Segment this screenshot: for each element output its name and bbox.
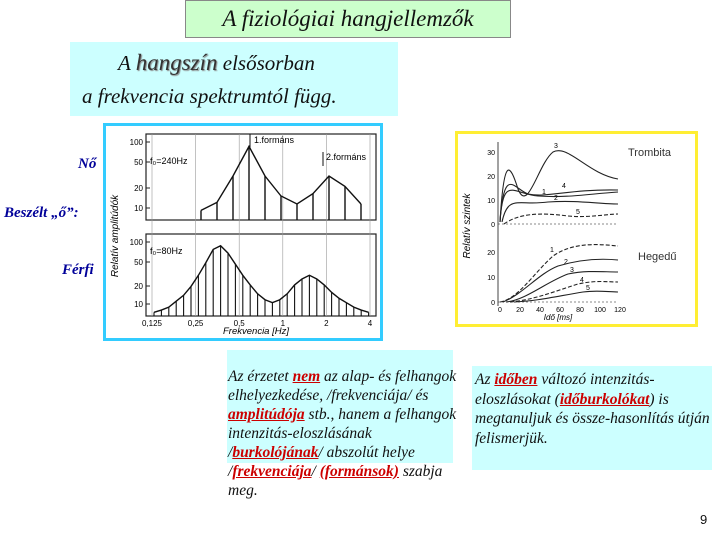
page-number: 9 [700,512,708,527]
para-right-t1: Az [475,371,495,388]
speech-ytick-bottom: 100 [129,238,143,247]
para-left-t5: / [311,463,320,480]
subtitle-line-2: a frekvencia spektrumtól függ. [82,84,337,108]
para-right-idoburkolokat: időburkolókat [559,390,650,408]
speech-ytick-top: 50 [134,158,143,167]
label-no: Nő [78,156,97,172]
time-xtick: 100 [594,307,606,314]
f0-top: f₀=240Hz [150,156,188,166]
time-envelope-figure [455,131,698,327]
para-left-formansok: (formánsok) [319,463,399,480]
para-left-t6: szabja meg. [228,463,443,499]
trumpet-num-2: 2 [554,195,558,202]
time-ytick-bottom: 0 [491,300,495,307]
para-left-frekvenciaja: frekvenciája [232,463,312,480]
annot-2formans: 2.formáns [326,152,367,162]
speech-ytick-bottom: 10 [134,300,143,309]
para-left-t4: / abszolút helye / [228,444,415,480]
speech-xtick: 2 [324,319,329,328]
subtitle-suffix: elsősorban [217,51,315,75]
paragraph-right [472,366,712,470]
paragraph-left [228,367,465,500]
para-left-t1: Az érzetet [228,368,293,385]
speech-ytick-bottom: 50 [134,258,143,267]
violin-num-3: 3 [570,267,574,274]
para-left-amplitudoja: amplitúdója [228,406,305,423]
time-ytick-top: 10 [487,198,495,205]
subtitle-highlight: hangszín [135,50,218,75]
trumpet-curve-2 [502,201,618,222]
trumpet-num-3: 3 [554,143,558,150]
time-xtick: 80 [576,307,584,314]
label-beszelt: Beszélt „ő”: [4,205,79,221]
time-xtick: 120 [614,307,626,314]
time-ytick-bottom: 20 [487,250,495,257]
time-xtick: 20 [516,307,524,314]
subtitle-line-1 [118,50,315,76]
para-right-t2: változó intenzitás-eloszlásokat ( [475,371,655,408]
label-hegedu: Hegedű [638,251,677,263]
speech-xtick: 4 [367,319,373,328]
speech-xtick: 0,125 [141,319,163,328]
speech-spectrum-figure [103,123,383,341]
para-left-t3: stb., hanem a felhangok intenzitás-eloszlásának / [228,406,457,461]
speech-envelope-bottom [154,246,369,313]
trumpet-num-4: 4 [562,183,566,190]
label-trombita: Trombita [628,147,671,159]
violin-num-2: 2 [564,259,568,266]
trumpet-curve-5 [504,214,618,224]
speech-xtick: 0,5 [233,319,245,328]
f0-bottom: f₀=80Hz [150,246,183,256]
time-ytick-bottom: 10 [487,275,495,282]
time-xlabel: Idő [ms] [543,313,573,322]
speech-spectrum-svg [106,126,380,338]
violin-num-4: 4 [580,277,584,284]
speech-ytick-top: 10 [134,204,143,213]
violin-num-5: 5 [586,285,590,292]
time-xtick: 60 [556,307,564,314]
time-xtick: 0 [498,307,502,314]
trumpet-num-5: 5 [576,209,580,216]
time-ytick-top: 0 [491,222,495,229]
trumpet-num-1: 1 [542,189,546,196]
trumpet-curve-3 [500,151,618,222]
annot-1formans: 1.formáns [254,135,295,145]
speech-panel-top [146,134,376,220]
subtitle-prefix: A [118,51,136,75]
para-left-nem: nem [292,368,321,385]
speech-ytick-bottom: 20 [134,282,143,291]
violin-curve-5 [514,291,618,302]
speech-ytick-top: 20 [134,184,143,193]
label-ferfi: Férfi [62,262,94,278]
speech-xtick: 1 [280,319,286,328]
slide-title: A fiziológiai hangjellemzők [185,0,511,38]
para-right-idoben: időben [494,371,538,388]
speech-xtick: 0,25 [187,319,204,328]
para-left-burkolojanak: burkolójának [232,444,319,461]
time-ytick-top: 30 [487,150,495,157]
speech-ylabel: Relatív amplitúdók [110,194,121,278]
time-ylabel: Relatív szintek [462,193,473,259]
speech-ytick-top: 100 [129,138,143,147]
speech-xlabel: Frekvencia [Hz] [223,326,289,337]
violin-curve-3 [506,272,618,303]
time-xtick: 40 [536,307,544,314]
para-right-t3: ) is megtanuljuk és össze-hasonlítás útján felismerjük. [475,390,710,447]
time-ytick-top: 20 [487,174,495,181]
violin-num-1: 1 [550,247,554,254]
time-envelope-svg [458,134,695,324]
para-left-t2: az alap- és felhangok elhelyezkedése, /frekvenciája/ és [228,368,457,404]
